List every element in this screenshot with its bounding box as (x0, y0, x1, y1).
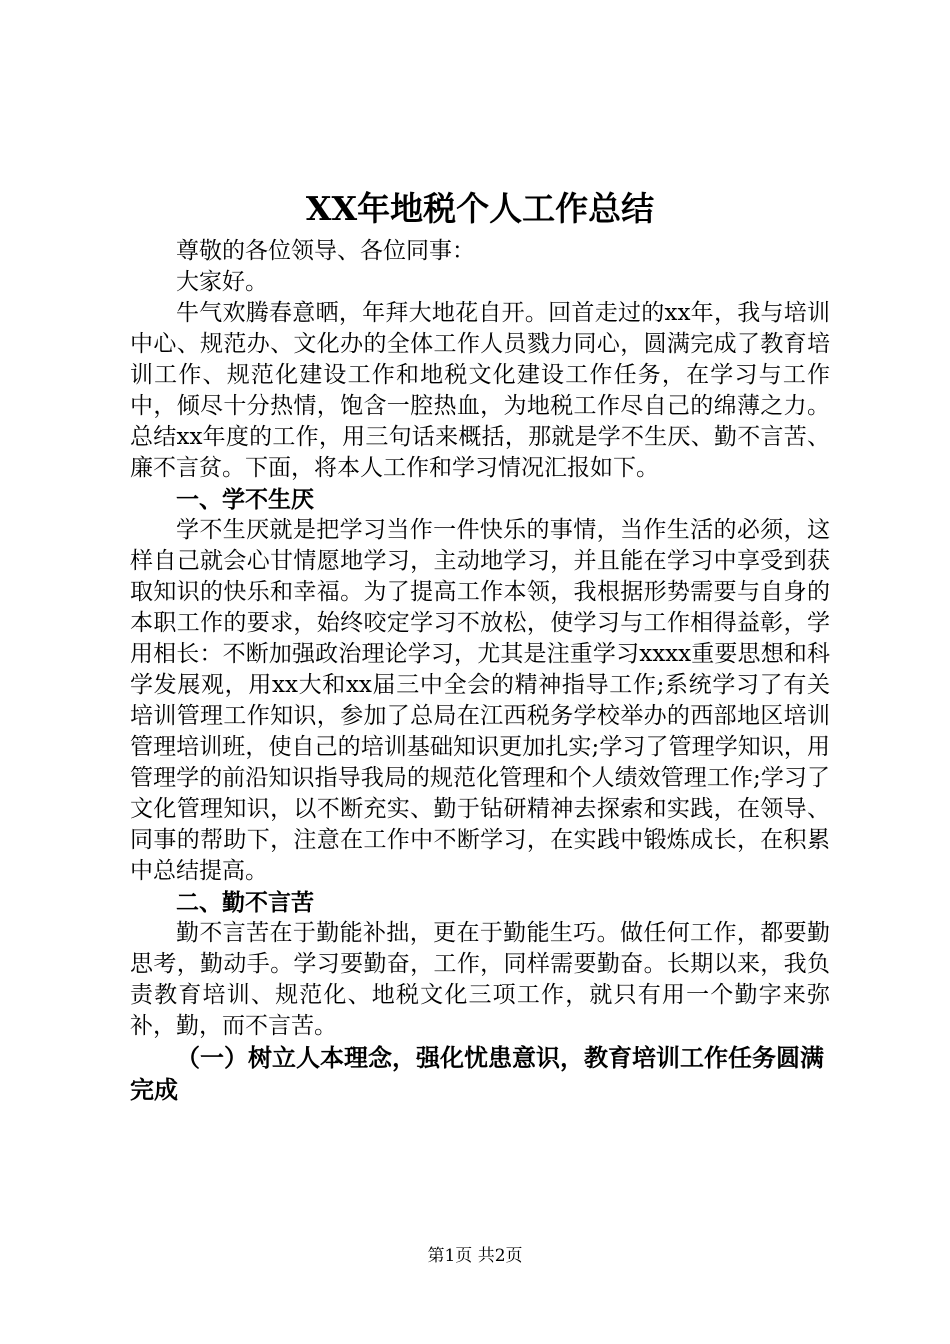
section-heading-2: 二、勤不言苦 (176, 889, 314, 916)
page-footer: 第1页 共2页 (427, 1246, 523, 1266)
section-heading-1: 一、学不生厌 (176, 486, 314, 513)
greeting: 大家好。 (176, 269, 268, 295)
salutation: 尊敬的各位领导、各位同事： (176, 238, 475, 264)
document-body (130, 236, 830, 1106)
document-title: XX年地税个人工作总结 (305, 189, 655, 228)
section-paragraph-2: 勤不言苦在于勤能补拙，更在于勤能生巧。做任何工作，都要勤思考，勤动手。学习要勤奋，工作，同样需要勤奋。长期以来，我负责教育培训、规范化、地税文化三项工作，就只有用一个勤字来弥补，勤，而不言苦。 (130, 920, 830, 1039)
subsection-heading-1: （一）树立人本理念，强化忧患意识，教育培训工作任务圆满完成 (130, 1043, 824, 1104)
section-paragraph-1: 学不生厌就是把学习当作一件快乐的事情，当作生活的必须，这样自己就会心甘情愿地学习，主动地学习，并且能在学习中享受到获取知识的快乐和幸福。为了提高工作本领，我根据形势需要与自身的本职工作的要求，始终咬定学习不放松，使学习与工作相得益彰，学用相长：不断加强政治理论学习，尤其是注重学习xxxx重要思想和科学发展观，用xx大和xx届三中全会的精神指导工作;系统学习了有关培训管理工作知识，参加了总局在江西税务学校举办的西部地区培训管理培训班，使自己的培训基础知识更加扎实;学习了管理学知识，用管理学的前沿知识指导我局的规范化管理和个人绩效管理工作;学习了文化管理知识，以不断充实、勤于钻研精神去探索和实践，在领导、同事的帮助下，注意在工作中不断学习，在实践中锻炼成长，在积累中总结提高。 (130, 517, 830, 884)
intro-paragraph: 牛气欢腾春意晒，年拜大地花自开。回首走过的xx年，我与培训中心、规范办、文化办的全体工作人员戮力同心，圆满完成了教育培训工作、规范化建设工作和地税文化建设工作任务，在学习与工作中，倾尽十分热情，饱含一腔热血，为地税工作尽自己的绵薄之力。总结xx年度的工作，用三句话来概括，那就是学不生厌、勤不言苦、廉不言贫。下面，将本人工作和学习情况汇报如下。 (130, 300, 830, 481)
